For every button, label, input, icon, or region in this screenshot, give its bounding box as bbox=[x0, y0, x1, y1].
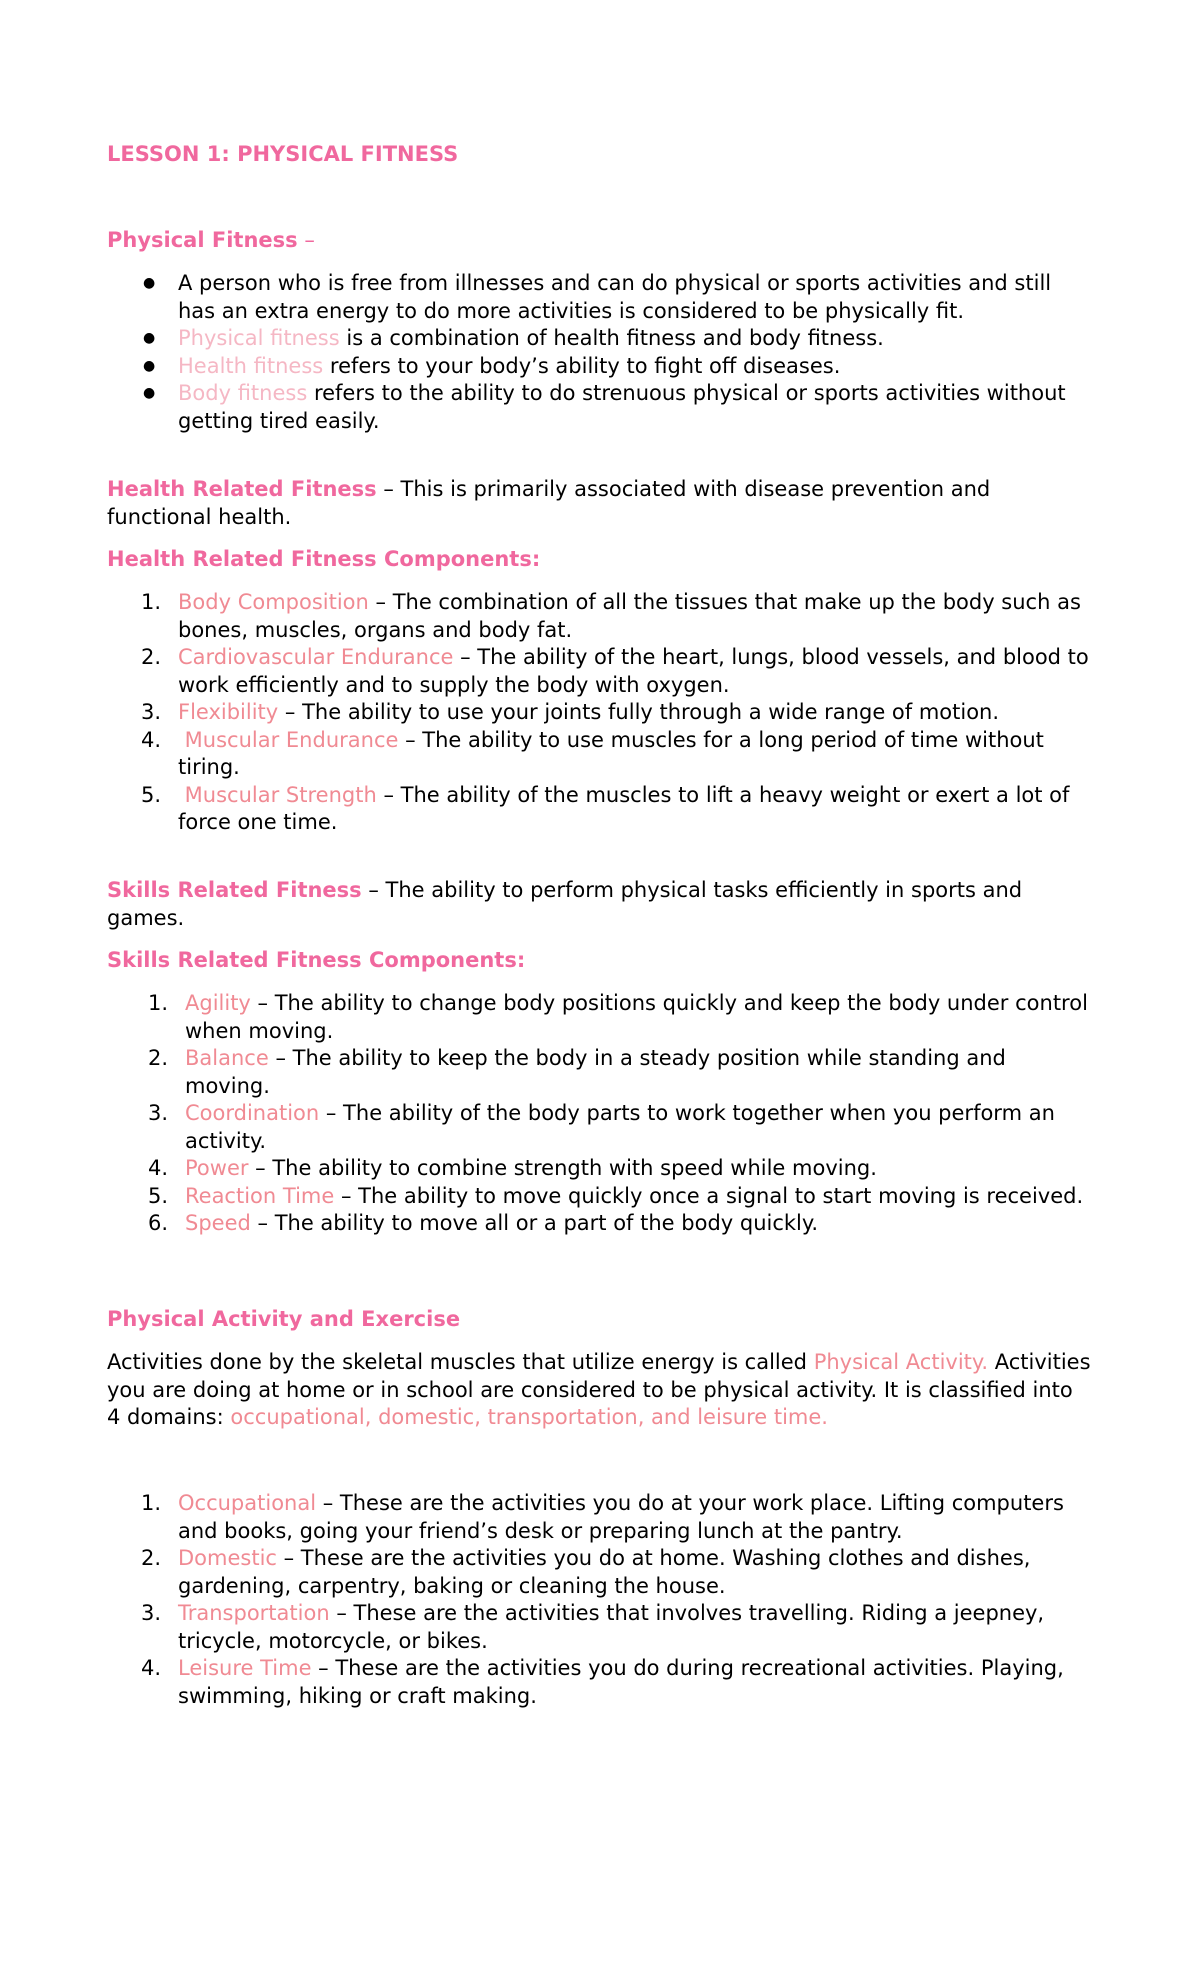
component-text: – The combination of all the tissues that make up the body such as bones, muscles, organs and body fat. bbox=[178, 590, 1081, 642]
list-item bbox=[107, 325, 1092, 353]
health-related-intro bbox=[107, 476, 1092, 531]
list-item bbox=[107, 1155, 1092, 1183]
component-term: Agility bbox=[185, 991, 251, 1015]
component-term: Body Composition bbox=[178, 590, 369, 614]
component-term: Flexibility bbox=[178, 700, 279, 724]
bullet-term: Body fitness bbox=[178, 381, 308, 405]
component-term: Cardiovascular Endurance bbox=[178, 645, 454, 669]
bullet-text: refers to your body’s ability to fight off diseases. bbox=[323, 353, 841, 378]
list-number: 2. bbox=[141, 1546, 162, 1570]
component-text: – The ability to change body positions quickly and keep the body under control when moving. bbox=[185, 991, 1088, 1043]
bullet-text: A person who is free from illnesses and can do physical or sports activities and still has an extra energy to do more activities is considered to be physically fit. bbox=[178, 271, 1052, 323]
list-item bbox=[107, 1045, 1092, 1100]
health-components-list bbox=[107, 589, 1092, 837]
domain-term: Leisure Time bbox=[178, 1656, 312, 1680]
component-text: – The ability of the heart, lungs, blood vessels, and blood to work efficiently and to supply the body with oxygen. bbox=[178, 645, 1089, 697]
lesson-title: LESSON 1: PHYSICAL FITNESS bbox=[107, 142, 459, 166]
domain-text: – These are the activities you do at your work place. Lifting computers and books, going your friend’s desk or preparing lunch at the pantry. bbox=[178, 1491, 1064, 1543]
component-term: Reaction Time bbox=[185, 1183, 335, 1208]
component-term: Speed bbox=[185, 1211, 251, 1235]
list-item bbox=[107, 1490, 1092, 1545]
skills-related-heading: Skills Related Fitness bbox=[107, 878, 362, 902]
skills-components-heading: Skills Related Fitness Components: bbox=[107, 948, 526, 972]
list-item bbox=[107, 380, 1092, 435]
list-item bbox=[107, 270, 1092, 325]
intro-term: Physical Activity. bbox=[813, 1350, 989, 1374]
physical-fitness-heading bbox=[107, 227, 315, 255]
list-number: 2. bbox=[141, 645, 162, 669]
health-related-text: – This is primarily associated with disease prevention and functional health. bbox=[107, 477, 991, 529]
list-number: 4. bbox=[141, 727, 162, 752]
skills-components-list bbox=[107, 990, 1092, 1238]
bullet-text: refers to the ability to do strenuous physical or sports activities without getting tired easily. bbox=[178, 381, 1066, 433]
physical-fitness-bullets bbox=[107, 270, 1092, 435]
physical-fitness-heading-text: Physical Fitness bbox=[107, 228, 298, 252]
physical-activity-heading: Physical Activity and Exercise bbox=[107, 1307, 461, 1331]
bullet-icon: ● bbox=[143, 275, 156, 291]
intro-domains: occupational, domestic, transportation, and leisure time. bbox=[230, 1405, 828, 1429]
component-text: – The ability to move quickly once a signal to start moving is received. bbox=[334, 1183, 1084, 1208]
intro-text-2: Activities you are doing at home or in school are considered to be physical activity. It is classified into 4 domains: bbox=[107, 1350, 1091, 1429]
list-item bbox=[107, 589, 1092, 644]
component-term: Power bbox=[185, 1156, 249, 1180]
list-item bbox=[107, 782, 1092, 837]
list-number: 3. bbox=[141, 1601, 162, 1625]
skills-related-text: – The ability to perform physical tasks efficiently in sports and games. bbox=[107, 878, 1023, 930]
list-item bbox=[107, 1655, 1092, 1710]
bullet-icon: ● bbox=[143, 357, 156, 374]
domain-term: Occupational bbox=[178, 1491, 317, 1515]
list-number: 2. bbox=[148, 1046, 169, 1070]
list-number: 1. bbox=[141, 590, 162, 614]
bullet-icon: ● bbox=[143, 385, 156, 401]
component-text: – The ability to keep the body in a steady position while standing and moving. bbox=[185, 1046, 1006, 1098]
list-number: 4. bbox=[141, 1656, 162, 1680]
list-item bbox=[107, 1210, 1092, 1238]
health-related-heading: Health Related Fitness bbox=[107, 477, 377, 501]
bullet-icon: ● bbox=[143, 330, 156, 346]
component-text: – The ability to use your joints fully through a wide range of motion. bbox=[278, 700, 1000, 724]
list-number: 5. bbox=[141, 782, 162, 807]
list-number: 1. bbox=[141, 1491, 162, 1515]
list-item bbox=[107, 1600, 1092, 1655]
list-item bbox=[107, 1183, 1092, 1211]
physical-fitness-heading-dash: – bbox=[297, 228, 315, 252]
list-item bbox=[107, 727, 1092, 782]
physical-activity-intro bbox=[107, 1349, 1092, 1432]
list-number: 3. bbox=[148, 1101, 169, 1125]
component-text: – The ability of the muscles to lift a heavy weight or exert a lot of force one time. bbox=[178, 782, 1070, 834]
list-number: 5. bbox=[148, 1183, 169, 1208]
component-text: – The ability to move all or a part of the body quickly. bbox=[250, 1211, 818, 1235]
intro-text-1: Activities done by the skeletal muscles that utilize energy is called bbox=[107, 1350, 814, 1374]
list-number: 6. bbox=[148, 1211, 169, 1235]
component-text: – The ability to combine strength with speed while moving. bbox=[248, 1156, 877, 1180]
bullet-text: is a combination of health fitness and body fitness. bbox=[339, 326, 884, 350]
list-number: 3. bbox=[141, 700, 162, 724]
list-number: 4. bbox=[148, 1156, 169, 1180]
component-term: Muscular Endurance bbox=[178, 727, 399, 752]
component-term: Muscular Strength bbox=[178, 782, 377, 807]
health-components-heading: Health Related Fitness Components: bbox=[107, 547, 541, 571]
component-text: – The ability to use muscles for a long period of time without tiring. bbox=[178, 727, 1044, 779]
list-item bbox=[107, 353, 1092, 381]
component-term: Coordination bbox=[185, 1101, 320, 1125]
skills-related-intro bbox=[107, 877, 1092, 932]
component-text: – The ability of the body parts to work together when you perform an activity. bbox=[185, 1101, 1055, 1153]
list-item bbox=[107, 990, 1092, 1045]
domain-text: – These are the activities you do at home. Washing clothes and dishes, gardening, carpentry, baking or cleaning the house. bbox=[178, 1546, 1031, 1598]
domain-text: – These are the activities that involves travelling. Riding a jeepney, tricycle, motorcycle, or bikes. bbox=[178, 1601, 1045, 1653]
component-term: Balance bbox=[185, 1046, 269, 1070]
domain-term: Domestic bbox=[178, 1546, 277, 1570]
list-number: 1. bbox=[148, 991, 169, 1015]
list-item bbox=[107, 1100, 1092, 1155]
bullet-term: Physical fitness bbox=[178, 326, 340, 350]
activity-domains-list bbox=[107, 1490, 1092, 1710]
list-item bbox=[107, 699, 1092, 727]
domain-term: Transportation bbox=[178, 1601, 330, 1625]
list-item bbox=[107, 1545, 1092, 1600]
list-item bbox=[107, 644, 1092, 699]
bullet-term: Health fitness bbox=[178, 353, 324, 378]
domain-text: – These are the activities you do during recreational activities. Playing, swimming, hiking or craft making. bbox=[178, 1656, 1064, 1708]
